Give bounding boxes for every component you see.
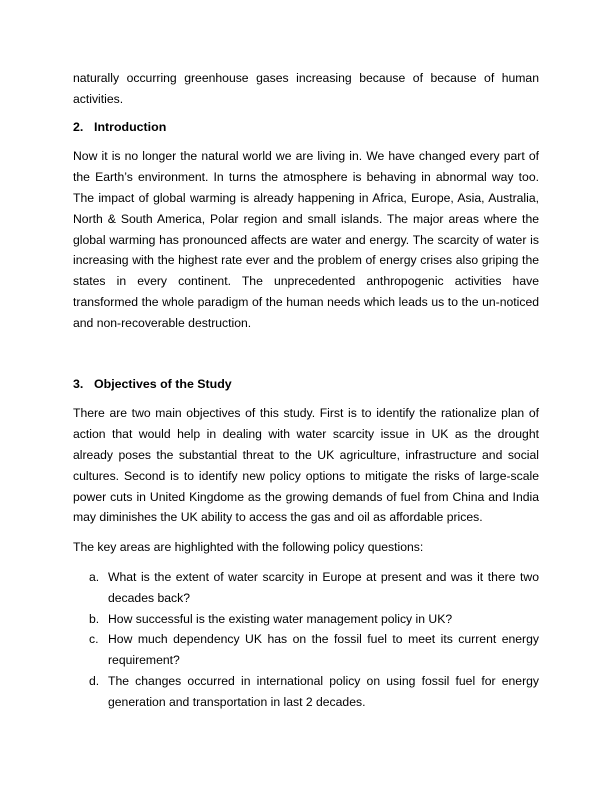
list-item: [73, 629, 539, 671]
list-item-text: The changes occurred in international policy on using fossil fuel for energy generation and transportation in last 2 decades.: [108, 673, 539, 709]
list-item: [73, 567, 539, 609]
section-number: 2.: [73, 119, 84, 134]
policy-questions-list: [73, 567, 539, 713]
list-item-text: What is the extent of water scarcity in Europe at present and was it there two decades back?: [108, 569, 539, 605]
list-marker: d.: [89, 673, 100, 688]
continued-paragraph: naturally occurring greenhouse gases increasing because of because of human activities.: [73, 71, 539, 106]
list-marker: b.: [89, 611, 100, 626]
section-number: 3.: [73, 376, 84, 391]
objectives-paragraph: There are two main objectives of this study. First is to identify the rationalize plan of action that would help in dealing with water scarcity issue in UK as the drought already poses the substantial threat to the UK agriculture, infrastructure and social cultures. Second is to identify new policy options to mitigate the risks of large-scale power cuts in United Kingdome as the growing demands of fuel from China and India may diminishes the UK ability to access the gas and oil as affordable prices.: [73, 406, 539, 525]
list-marker: c.: [89, 632, 99, 647]
section-heading-objectives: [73, 374, 539, 395]
key-areas-paragraph: The key areas are highlighted with the following policy questions:: [73, 540, 424, 555]
section-heading-introduction: [73, 117, 539, 138]
list-marker: a.: [89, 569, 100, 584]
section-title: Objectives of the Study: [94, 376, 232, 391]
introduction-paragraph: Now it is no longer the natural world we are living in. We have changed every part of the Earth’s environment. In turns the atmosphere is behaving in abnormal way too. The impact of global warming is already happening in Africa, Europe, Asia, Australia, North & South America, Polar region and small islands. The major areas where the global warming has pronounced affects are water and energy. The scarcity of water is increasing with the highest rate ever and the problem of energy crises also griping the states in every continent. The unprecedented anthropogenic activities have transformed the whole paradigm of the human needs which leads us to the un-noticed and non-recoverable destruction.: [73, 149, 539, 330]
page-content: [73, 68, 539, 713]
list-item: [73, 609, 539, 630]
list-item-text: How successful is the existing water management policy in UK?: [108, 611, 453, 626]
section-title: Introduction: [94, 119, 167, 134]
list-item-text: How much dependency UK has on the fossil fuel to meet its current energy requirement?: [108, 632, 539, 668]
list-item: [73, 671, 539, 713]
